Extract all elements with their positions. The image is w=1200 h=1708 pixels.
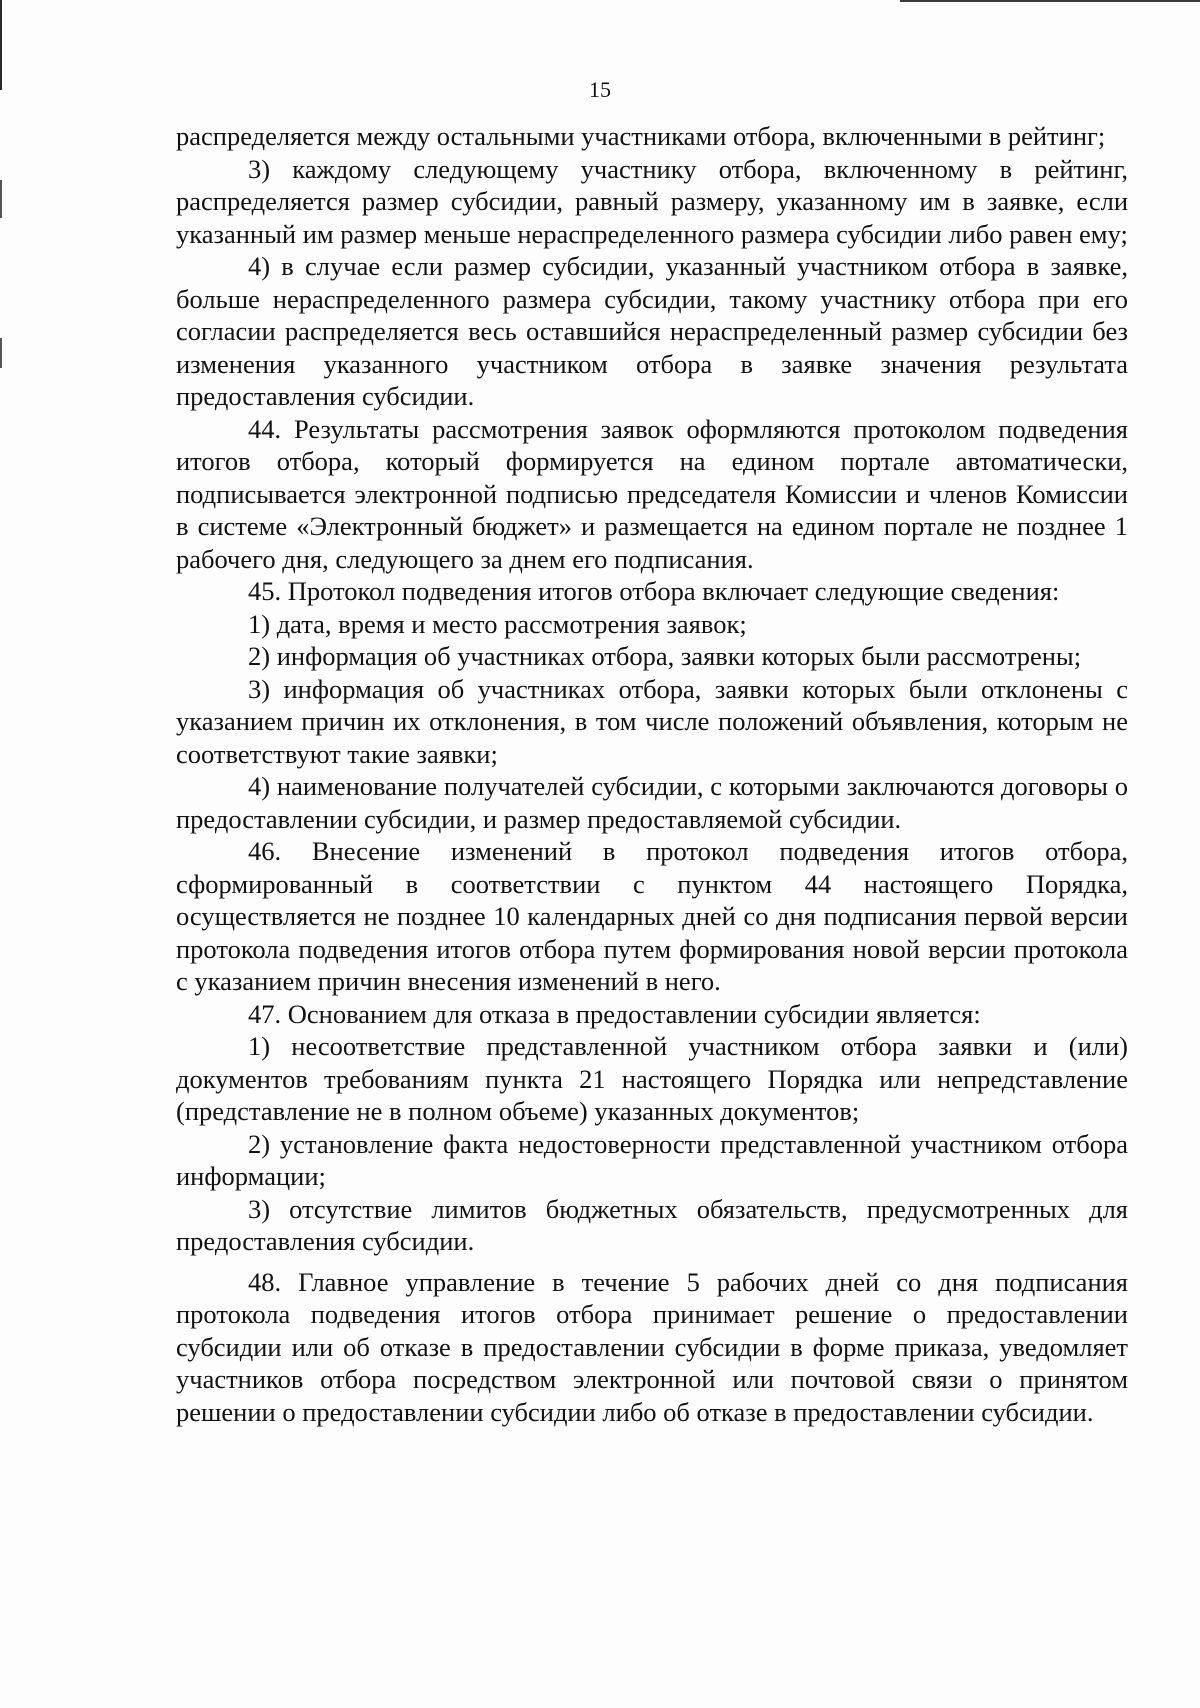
page-number: 15 xyxy=(589,77,611,102)
paragraph-45: 45. Протокол подведения итогов отбора включает следующие сведения: xyxy=(248,576,1060,606)
paragraph-item-3: 3) каждому следующему участнику отбора, включенному в рейтинг, распределяется размер субсидии, равный размеру, указанному им в заявке, если указанный им размер меньше нераспределенного размера субсидии либо равен ему; xyxy=(176,153,1128,249)
scan-artifact-mark xyxy=(0,338,2,368)
paragraph-45-item-1: 1) дата, время и место рассмотрения заявок; xyxy=(248,608,747,639)
document-body xyxy=(176,120,1128,1428)
paragraph-47-item-1: 1) несоответствие представленной участником отбора заявки и (или) документов требованиям пункта 21 настоящего Порядка или непредставление (представление не в полном объеме) указанных документов; xyxy=(176,1031,1128,1126)
paragraph-47-item-2: 2) установление факта недостоверности представленной участником отбора информации; xyxy=(176,1128,1128,1191)
scan-border-top xyxy=(900,0,1200,2)
scan-artifact-mark xyxy=(0,180,2,218)
paragraph-45-item-4: 4) наименование получателей субсидии, с которыми заключаются договоры о предоставлении субсидии, и размер предоставляемой субсидии. xyxy=(176,771,1128,834)
paragraph-item-4: 4) в случае если размер субсидии, указанный участником отбора в заявке, больше нераспределенного размера субсидии, такому участнику отбора при его согласии распределяется весь оставшийся нераспределенный размер субсидии без изменения указанного участником отбора в заявке значения результата предоставления субсидии. xyxy=(176,251,1128,411)
paragraph-46: 46. Внесение изменений в протокол подведения итогов отбора, сформированный в соответствии с пунктом 44 настоящего Порядка, осуществляется не позднее 10 календарных дней со дня подписания первой версии протокола подведения итогов отбора путем формирования новой версии протокола с указанием причин внесения изменений в него. xyxy=(176,836,1128,996)
paragraph-47-item-3: 3) отсутствие лимитов бюджетных обязательств, предусмотренных для предоставления субсидии. xyxy=(176,1193,1128,1256)
paragraph-45-item-2: 2) информация об участниках отбора, заявки которых были рассмотрены; xyxy=(248,641,1082,671)
paragraph-48: 48. Главное управление в течение 5 рабочих дней со дня подписания протокола подведения итогов отбора принимает решение о предоставлении субсидии или об отказе в предоставлении субсидии в форме приказа, уведомляет участников отбора посредством электронной или почтовой связи о принятом решении о предоставлении субсидии либо об отказе в предоставлении субсидии. xyxy=(176,1266,1128,1427)
paragraph-47: 47. Основанием для отказа в предоставлении субсидии является: xyxy=(248,998,981,1029)
paragraph-continuation: распределяется между остальными участниками отбора, включенными в рейтинг; xyxy=(176,121,1106,151)
paragraph-44: 44. Результаты рассмотрения заявок оформляются протоколом подведения итогов отбора, который формируется на едином портале автоматически, подписывается электронной подписью председателя Комиссии и членов Комиссии в системе «Электронный бюджет» и размещается на едином портале не позднее 1 рабочего дня, следующего за днем его подписания. xyxy=(176,413,1128,574)
paragraph-45-item-3: 3) информация об участниках отбора, заявки которых были отклонены с указанием причин их отклонения, в том числе положений объявления, которым не соответствуют такие заявки; xyxy=(176,673,1128,769)
